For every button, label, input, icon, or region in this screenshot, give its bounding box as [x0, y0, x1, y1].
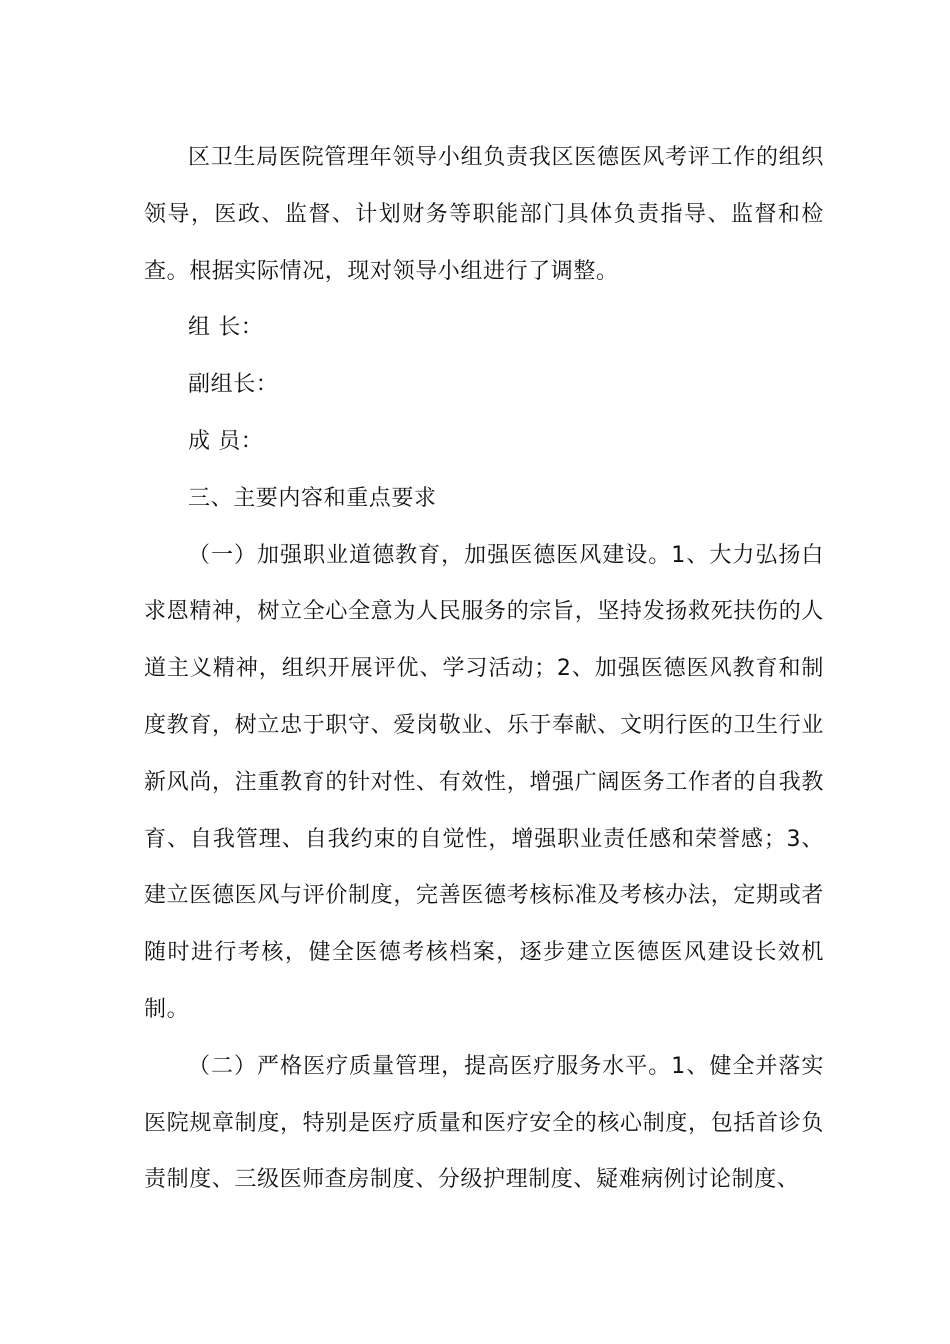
- section-heading-main-content: 三、主要内容和重点要求: [188, 485, 437, 511]
- paragraph-members: 成 员：: [188, 428, 264, 454]
- paragraph-ethics-education: （一）加强职业道德教育，加强医德医风建设。1、大力弘扬白求恩精神，树立全心全意为人民服务的宗旨，坚持发扬救死扶伤的人道主义精神，组织开展评优、学习活动；2、加强医德医风教育和制度教育，树立忠于职守、爱岗敬业、乐于奉献、文明行医的卫生行业新风尚，注重教育的针对性、有效性，增强广阔医务工作者的自我教育、自我管理、自我约束的自觉性，增强职业责任感和荣誉感；3、建立医德医风与评价制度，完善医德考核标准及考核办法，定期或者随时进行考核，健全医德考核档案，逐步建立医德医风建设长效机制。: [144, 542, 824, 1022]
- document-body: [144, 130, 824, 1209]
- paragraph-quality-management: （二）严格医疗质量管理，提高医疗服务水平。1、健全并落实医院规章制度，特别是医疗质量和医疗安全的核心制度，包括首诊负责制度、三级医师查房制度、分级护理制度、疑难病例讨论制度、: [144, 1053, 824, 1193]
- paragraph-deputy-leader: 副组长：: [188, 372, 279, 398]
- paragraph-leadership-intro: 区卫生局医院管理年领导小组负责我区医德医风考评工作的组织领导，医政、监督、计划财务等职能部门具体负责指导、监督和检查。根据实际情况，现对领导小组进行了调整。: [144, 145, 824, 284]
- paragraph-group-leader: 组 长：: [188, 315, 264, 341]
